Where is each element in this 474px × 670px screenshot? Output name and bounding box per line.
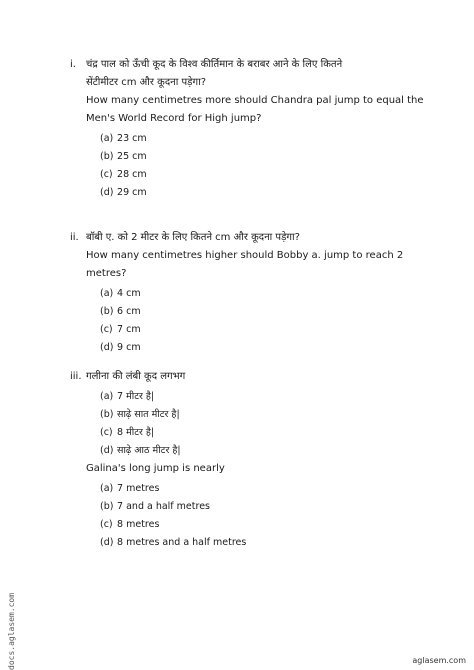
option-label: (a) [100, 133, 114, 144]
hindi-option-a [70, 388, 410, 406]
option-label: (d) [100, 187, 114, 198]
option-text: 9 cm [117, 342, 141, 353]
option-label: (a) [100, 391, 114, 402]
side-watermark [6, 560, 18, 670]
option-text: 8 metres [117, 519, 160, 530]
option-text: 8 metres and a half metres [117, 537, 247, 548]
question-3-hindi-line [70, 368, 410, 386]
hindi-option-c [70, 424, 410, 442]
question-3 [70, 368, 410, 552]
option-d [70, 184, 410, 202]
option-b [70, 303, 410, 321]
option-label: (b) [100, 409, 114, 420]
option-label: (c) [100, 324, 113, 335]
option-a [70, 130, 410, 148]
option-a [70, 480, 410, 498]
option-text: 29 cm [117, 187, 147, 198]
option-text: 7 and a half metres [117, 501, 210, 512]
option-text: 25 cm [117, 151, 147, 162]
option-text: 8 मीटर है| [117, 427, 155, 438]
option-label: (a) [100, 288, 114, 299]
option-label: (d) [100, 342, 114, 353]
hindi-options-list [70, 388, 410, 460]
question-number: ii. [70, 232, 79, 243]
question-1 [70, 56, 424, 202]
option-text: 6 cm [117, 306, 141, 317]
option-label: (b) [100, 501, 114, 512]
question-2 [70, 229, 410, 357]
option-text: 7 मीटर है| [117, 391, 155, 402]
question-number: i. [70, 59, 76, 70]
footer-site: aglasem.com [412, 656, 466, 665]
option-label: (a) [100, 483, 114, 494]
option-text: 4 cm [117, 288, 141, 299]
side-watermark-text: docs.aglasem.com [7, 592, 16, 670]
option-label: (b) [100, 151, 114, 162]
option-c [70, 516, 410, 534]
question-2-hindi-line [70, 229, 410, 247]
question-hindi-text: चंद्र पाल को ऊँची कूद के विश्व कीर्तिमान के बराबर आने के लिए कितने [86, 59, 343, 70]
option-b [70, 148, 410, 166]
option-label: (b) [100, 306, 114, 317]
question-english-text: How many centimetres more should Chandra pal jump to equal the [86, 95, 424, 106]
question-number: iii. [70, 371, 82, 382]
hindi-option-d [70, 442, 410, 460]
question-hindi-text: गलीना की लंबी कूद लगभग [86, 371, 186, 382]
options-list [70, 285, 410, 357]
options-list [70, 480, 410, 552]
option-a [70, 285, 410, 303]
option-label: (c) [100, 427, 113, 438]
hindi-option-b [70, 406, 410, 424]
question-english-text: Men's World Record for High jump? [86, 113, 262, 124]
option-text: 23 cm [117, 133, 147, 144]
option-text: 7 cm [117, 324, 141, 335]
option-label: (c) [100, 169, 113, 180]
option-text: साढ़े आठ मीटर है| [117, 445, 181, 456]
option-label: (d) [100, 445, 114, 456]
option-d [70, 339, 410, 357]
option-d [70, 534, 410, 552]
option-label: (d) [100, 537, 114, 548]
options-list [70, 130, 410, 202]
option-label: (c) [100, 519, 113, 530]
option-text: 7 metres [117, 483, 160, 494]
question-english-text: How many centimetres higher should Bobby a. jump to reach 2 [86, 250, 404, 261]
question-hindi-text: बॉबी ए. को 2 मीटर के लिए कितने cm और कूदना पड़ेगा? [86, 232, 300, 243]
option-b [70, 498, 410, 516]
option-c [70, 321, 410, 339]
option-text: 28 cm [117, 169, 147, 180]
question-hindi-text: सेंटीमीटर cm और कूदना पड़ेगा? [86, 77, 207, 88]
question-english-text: metres? [86, 268, 127, 279]
question-english-text: Galina's long jump is nearly [86, 463, 225, 474]
question-1-hindi-line [70, 56, 410, 74]
option-c [70, 166, 410, 184]
option-text: साढ़े सात मीटर है| [117, 409, 180, 420]
